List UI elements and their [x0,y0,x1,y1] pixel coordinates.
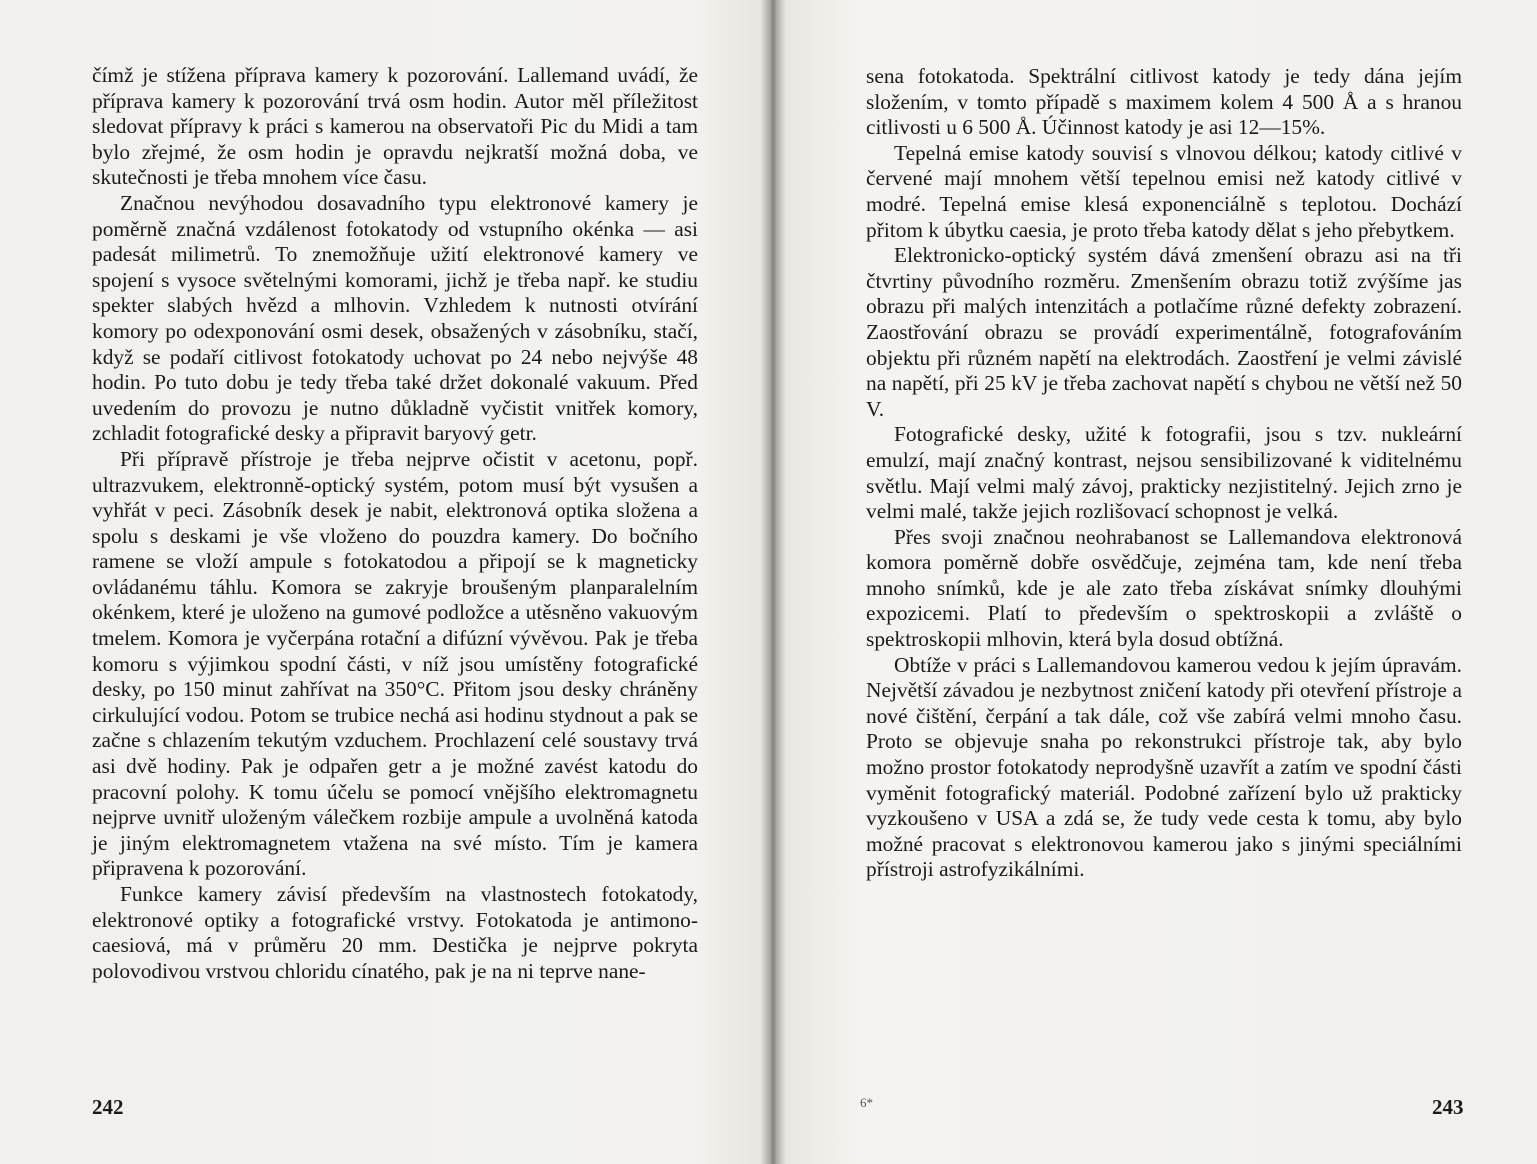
left-page [0,0,768,1164]
printer-signature-mark: 6* [860,1095,873,1110]
paragraph: Značnou nevýhodou dosavadního typu elektronové kamery je poměrně značná vzdálenost fotokatody od vstupního okénka — asi padesát milimetrů. To znemožňuje užití elektronové kamery ve spojení s vysoce světelnými komorami, jichž je třeba např. ke studiu spekter slabých hvězd a mlhovin. Vzhledem k nutnosti otvírání komory po odexponování osmi desek, obsažených v zásobníku, stačí, když se podaří citlivost fotokatody uchovat po 24 nebo nejvýše 48 hodin. Po tuto dobu je tedy třeba také držet dokonalé vakuum. Před uvedením do provozu je nutno důkladně vyčistit vnitřek komory, zchladit fotografické desky a připravit baryový getr. [92,190,698,446]
paragraph: Při přípravě přístroje je třeba nejprve očistit v acetonu, popř. ultrazvukem, elektronně-optický systém, potom musí být vysušen a vyhřát v peci. Zásobník desek je nabit, elektronová optika složena a spolu s deskami je vše vloženo do pouzdra kamery. Do bočního ramene se vloží ampule s fotokatodou a připojí se k magneticky ovládanému táhlu. Komora se zakryje broušeným planparalelním okénkem, které je uloženo na gumové podložce a utěsněno vakuovým tmelem. Komora je vyčerpána rotační a difúzní vývěvou. Pak je třeba komoru s výjimkou spodní části, v níž jsou umístěny fotografické desky, po 150 minut zahřívat na 350°C. Přitom jsou desky chráněny cirkulující vodou. Potom se trubice nechá asi hodinu stydnout a pak se začne s chlazením tekutým vzduchem. Prochlazení celé soustavy trvá asi dvě hodiny. Pak je odpařen getr a je možné zavést katodu do pracovní polohy. K tomu účelu se pomocí vnějšího elektromagnetu nejprve uvnitř uloženým válečkem rozbije ampule a uvolněná katoda je jiným elektromagnetem vtažena na své místo. Tím je kamera připravena k pozorování. [92,446,698,881]
paragraph: čímž je stížena příprava kamery k pozorování. Lallemand uvádí, že příprava kamery k pozorování trvá osm hodin. Autor měl příležitost sledovat přípravy k práci s kamerou na observatoři Pic du Midi a tam bylo zřejmé, že osm hodin je opravdu nejkratší možná doba, ve skutečnosti je třeba mnohem více času. [92,63,698,190]
paragraph: Fotografické desky, užité k fotografii, jsou s tzv. nukleární emulzí, mají značný kontrast, nejsou sensibilizované k viditelnému světlu. Mají velmi malý závoj, prakticky nezjistitelný. Jejich zrno je velmi malé, takže jejich rozlišovací schopnost je velká. [866,422,1462,524]
paragraph: Přes svoji značnou neohrabanost se Lallemandova elektronová komora poměrně dobře osvědčuje, zejména tam, kde není třeba mnoho snímků, kde je ale zato třeba získávat snímky dlouhými expozicemi. Platí to především o spektroskopii a zvláště o spektroskopii mlhovin, která byla dosud obtížná. [866,524,1462,652]
right-page [780,0,1537,1164]
paragraph: Funkce kamery závisí především na vlastnostech fotokatody, elektronové optiky a fotografické vrstvy. Fotokatoda je antimono-caesiová, má v průměru 20 mm. Destička je nejprve pokryta polovodivou vrstvou chloridu cínatého, pak je na ni teprve nane- [92,882,698,983]
page-number-right: 243 [1432,1095,1464,1119]
paragraph: Tepelná emise katody souvisí s vlnovou délkou; katody citlivé v červené mají mnohem větší tepelnou emisi než katody citlivé v modré. Tepelná emise klesá exponenciálně s teplotou. Dochází přitom k úbytku caesia, je proto třeba katody dělat s jeho přebytkem. [866,140,1462,242]
paragraph: Obtíže v práci s Lallemandovou kamerou vedou k jejím úpravám. Největší závadou je nezbytnost zničení katody při otevření přístroje a nové čištění, čerpání a tak dále, což vše zabírá velmi mnoho času. Proto se objevuje snaha po rekonstrukci přístroje tak, aby bylo možno prostor fotokatody neprodyšně uzavřít a zatím ve spodní části vyměnit fotografický materiál. Podobné zařízení bylo už prakticky vyzkoušeno v USA a zdá se, že tudy vede cesta k tomu, aby bylo možné pracovat s elektronovou kamerou jako s jinými speciálními přístroji astrofyzikálními. [866,652,1462,882]
right-page-text [866,64,1462,883]
left-page-text [92,63,698,984]
paragraph: sena fotokatoda. Spektrální citlivost katody je tedy dána jejím složením, v tomto případě s maximem kolem 4 500 Å a s hranou citlivosti u 6 500 Å. Účinnost katody je asi 12—15%. [866,64,1462,140]
paragraph: Elektronicko-optický systém dává zmenšení obrazu asi na tři čtvrtiny původního rozměru. Zmenšením obrazu totiž zvýšíme jas obrazu při malých intenzitách a potlačíme různé defekty zobrazení. Zaostřování obrazu se provádí experimentálně, fotografováním objektu při různém napětí na elektrodách. Zaostření je velmi závislé na napětí, při 25 kV je třeba zachovat napětí s chybou ne větší než 50 V. [866,243,1462,421]
page-number-left: 242 [92,1095,124,1119]
